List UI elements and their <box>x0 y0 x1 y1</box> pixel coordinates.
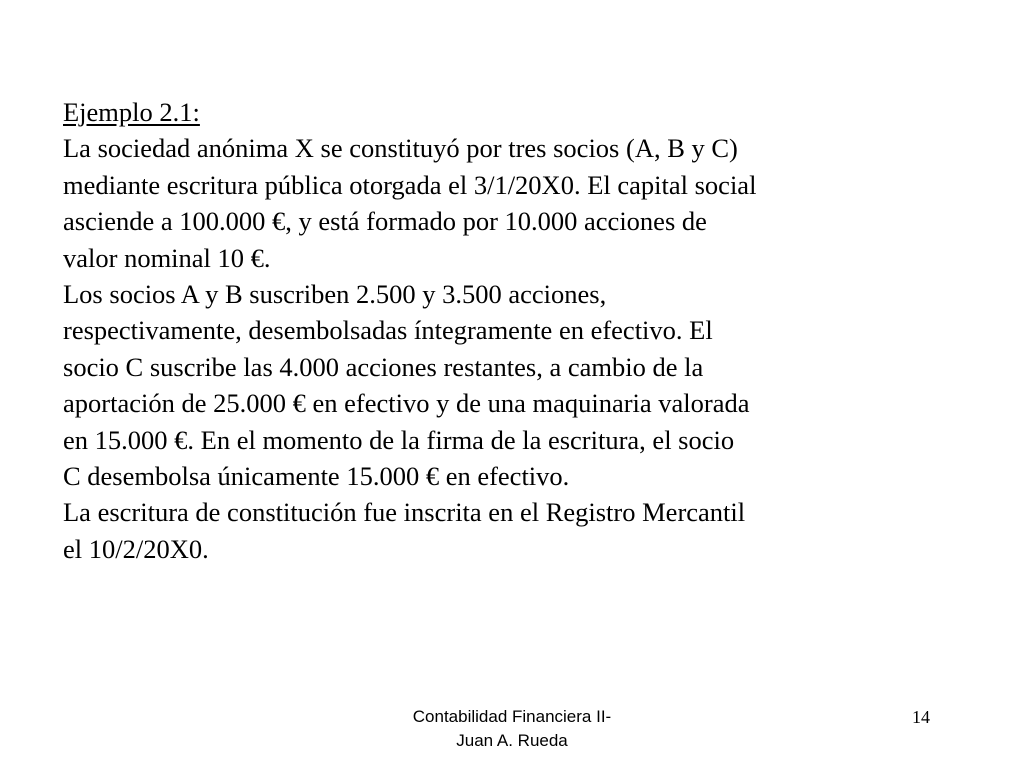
body-line: el 10/2/20X0. <box>63 533 209 564</box>
body-line: La sociedad anónima X se constituyó por tres socios (A, B y C) <box>63 133 738 164</box>
body-line: valor nominal 10 €. <box>63 242 271 273</box>
example-heading: Ejemplo 2.1: <box>63 97 200 127</box>
footer-course-title: Contabilidad Financiera II- <box>412 707 612 726</box>
body-line: en 15.000 €. En el momento de la firma de la escritura, el socio <box>63 424 735 455</box>
page-number: 14 <box>912 707 930 727</box>
body-line: respectivamente, desembolsadas íntegramente en efectivo. El <box>63 315 713 346</box>
body-line: socio C suscribe las 4.000 acciones restantes, a cambio de la <box>63 351 704 382</box>
body-line: La escritura de constitución fue inscrita en el Registro Mercantil <box>63 497 746 528</box>
body-line: aportación de 25.000 € en efectivo y de una maquinaria valorada <box>63 388 750 419</box>
body-line: mediante escritura pública otorgada el 3/1/20X0. El capital social <box>63 169 757 200</box>
footer-author: Juan A. Rueda <box>456 731 568 750</box>
body-line: asciende a 100.000 €, y está formado por 10.000 acciones de <box>63 206 707 237</box>
slide-body <box>63 94 963 567</box>
slide-footer <box>362 705 662 753</box>
body-line: Los socios A y B suscriben 2.500 y 3.500 acciones, <box>63 279 607 310</box>
body-line: C desembolsa únicamente 15.000 € en efectivo. <box>63 461 570 492</box>
